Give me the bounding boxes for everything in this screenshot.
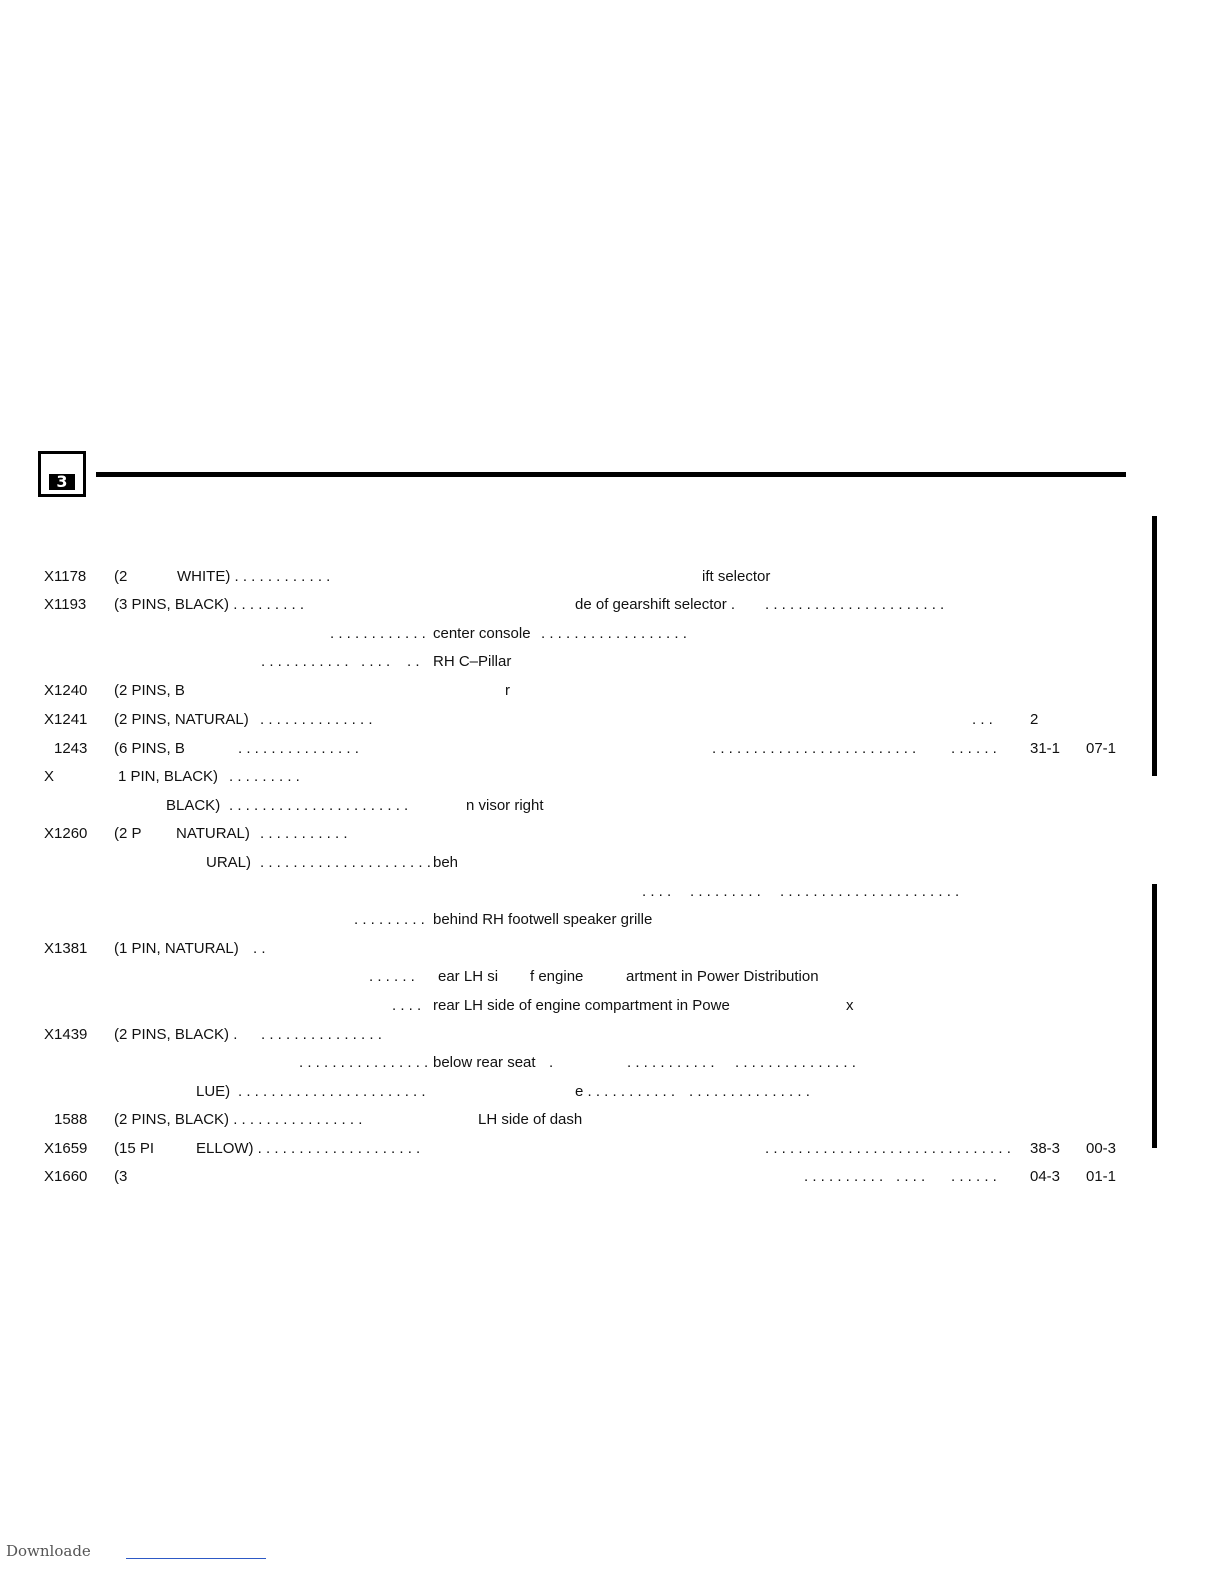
row-cell: (3 PINS, BLACK) . . . . . . . . . <box>114 596 305 613</box>
row-cell: . . . . <box>642 883 672 900</box>
row-cell: . . . . . . <box>369 968 415 985</box>
row-cell: (6 PINS, B <box>114 740 185 757</box>
row-cell: . . . . . . . . . . <box>804 1168 884 1185</box>
row-cell: (2 PINS, NATURAL) <box>114 711 249 728</box>
row-cell: r <box>505 682 510 699</box>
row-cell: . . . . . . . . . . . . . . . . <box>299 1054 429 1071</box>
row-cell: LUE) <box>196 1083 231 1100</box>
row-cell: X1659 <box>44 1140 88 1157</box>
row-cell: 00-3 <box>1086 1140 1117 1157</box>
row-cell: 38-3 <box>1030 1140 1061 1157</box>
row-cell: . . . . . . . . . <box>229 768 300 785</box>
row-cell: . . . . . . . . . . . . . . . . . . . . . . . . . <box>712 740 917 757</box>
row-cell: 04-3 <box>1030 1168 1061 1185</box>
row-cell: . . . . <box>896 1168 926 1185</box>
row-cell: 07-1 <box>1086 740 1117 757</box>
footer-link-underline[interactable] <box>126 1558 266 1559</box>
row-cell: X1241 <box>44 711 88 728</box>
row-cell: 01-1 <box>1086 1168 1117 1185</box>
row-cell: . . . . . . . . . . . . . . . . . . <box>541 625 687 642</box>
row-cell: . . <box>253 940 266 957</box>
row-cell: . . . . . . . . . . . <box>260 825 348 842</box>
row-cell: X1260 <box>44 825 88 842</box>
row-cell: (15 PI <box>114 1140 155 1157</box>
row-cell: behind RH footwell speaker grille <box>433 911 653 928</box>
row-cell: X1240 <box>44 682 88 699</box>
row-cell: 1588 <box>54 1111 88 1128</box>
row-cell: ift selector <box>702 568 771 585</box>
row-cell: ear LH si <box>438 968 499 985</box>
row-cell: . . . . . . . . . . . . . . . <box>735 1054 856 1071</box>
row-cell: (1 PIN, NATURAL) <box>114 940 239 957</box>
footer-text: Downloade <box>6 1542 91 1560</box>
row-cell: (2 PINS, BLACK) . . . . . . . . . . . . . . . . <box>114 1111 363 1128</box>
row-cell: . . . . . . . . . . . . . . . <box>689 1083 810 1100</box>
row-cell: (2 PINS, B <box>114 682 185 699</box>
row-cell: 1 PIN, BLACK) <box>118 768 219 785</box>
section-number-badge <box>38 451 86 497</box>
row-cell: X1381 <box>44 940 88 957</box>
row-cell: . . <box>407 653 420 670</box>
row-cell: (2 P <box>114 825 142 842</box>
row-cell: ELLOW) . . . . . . . . . . . . . . . . . . . . <box>196 1140 421 1157</box>
row-cell: . . . . <box>361 653 391 670</box>
row-cell: . . . . . . . . . <box>690 883 761 900</box>
row-cell: rear LH side of engine compartment in Powe <box>433 997 730 1014</box>
row-cell: n visor right <box>466 797 544 814</box>
row-cell: BLACK) <box>166 797 221 814</box>
row-cell: RH C–Pillar <box>433 653 512 670</box>
row-cell: de of gearshift selector . <box>575 596 736 613</box>
row-cell: URAL) <box>206 854 252 871</box>
row-cell: beh <box>433 854 459 871</box>
row-cell: X1193 <box>44 596 87 613</box>
row-cell: center console <box>433 625 531 642</box>
header-rule <box>96 472 1126 477</box>
row-cell: . . . . . . . . . . . . . . <box>260 711 373 728</box>
section-number: 3 <box>49 474 75 490</box>
row-cell: (2 PINS, BLACK) . <box>114 1026 238 1043</box>
row-cell: LH side of dash <box>478 1111 583 1128</box>
row-cell: . . . . . . . . . . . . . . . . . . . . . . . . . . . . . . <box>765 1140 1011 1157</box>
revision-bar <box>1152 516 1157 776</box>
row-cell: NATURAL) <box>176 825 250 842</box>
row-cell: . <box>549 1054 554 1071</box>
row-cell: . . . . . . . . . . . . . . . . . . . . . . . <box>238 1083 426 1100</box>
row-cell: . . . . . . . . . . . . . . . . . . . . . . <box>229 797 409 814</box>
row-cell: X1178 <box>44 568 87 585</box>
row-cell: . . . . . . . . . . . . . . . . . . . . . . <box>765 596 945 613</box>
row-cell: artment in Power Distribution <box>626 968 819 985</box>
row-cell: f engine <box>530 968 584 985</box>
row-cell: 2 <box>1030 711 1039 728</box>
row-cell: (3 <box>114 1168 128 1185</box>
row-cell: 1243 <box>54 740 88 757</box>
row-cell: X1439 <box>44 1026 88 1043</box>
revision-bar <box>1152 884 1157 1148</box>
row-cell: . . . . . . . . . . . . . . . <box>238 740 359 757</box>
row-cell: . . . . . . . . . <box>354 911 425 928</box>
row-cell: 31-1 <box>1030 740 1061 757</box>
row-cell: WHITE) . . . . . . . . . . . . <box>177 568 331 585</box>
row-cell: . . . <box>972 711 993 728</box>
row-cell: . . . . . . <box>951 740 997 757</box>
row-cell: . . . . . . . . . . . . . . . <box>261 1026 382 1043</box>
row-cell: . . . . . . . . . . . <box>261 653 349 670</box>
row-cell: (2 <box>114 568 128 585</box>
row-cell: below rear seat <box>433 1054 536 1071</box>
row-cell: X1660 <box>44 1168 88 1185</box>
row-cell: e . . . . . . . . . . . <box>575 1083 676 1100</box>
row-cell: . . . . . . . . . . . . <box>330 625 426 642</box>
row-cell: . . . . . . . . . . . . . . . . . . . . . <box>260 854 431 871</box>
row-cell: . . . . . . . . . . . . . . . . . . . . . . <box>780 883 960 900</box>
row-cell: x <box>846 997 854 1014</box>
row-cell: . . . . <box>392 997 422 1014</box>
row-cell: . . . . . . . . . . . <box>627 1054 715 1071</box>
row-cell: . . . . . . <box>951 1168 997 1185</box>
row-cell: X <box>44 768 55 785</box>
